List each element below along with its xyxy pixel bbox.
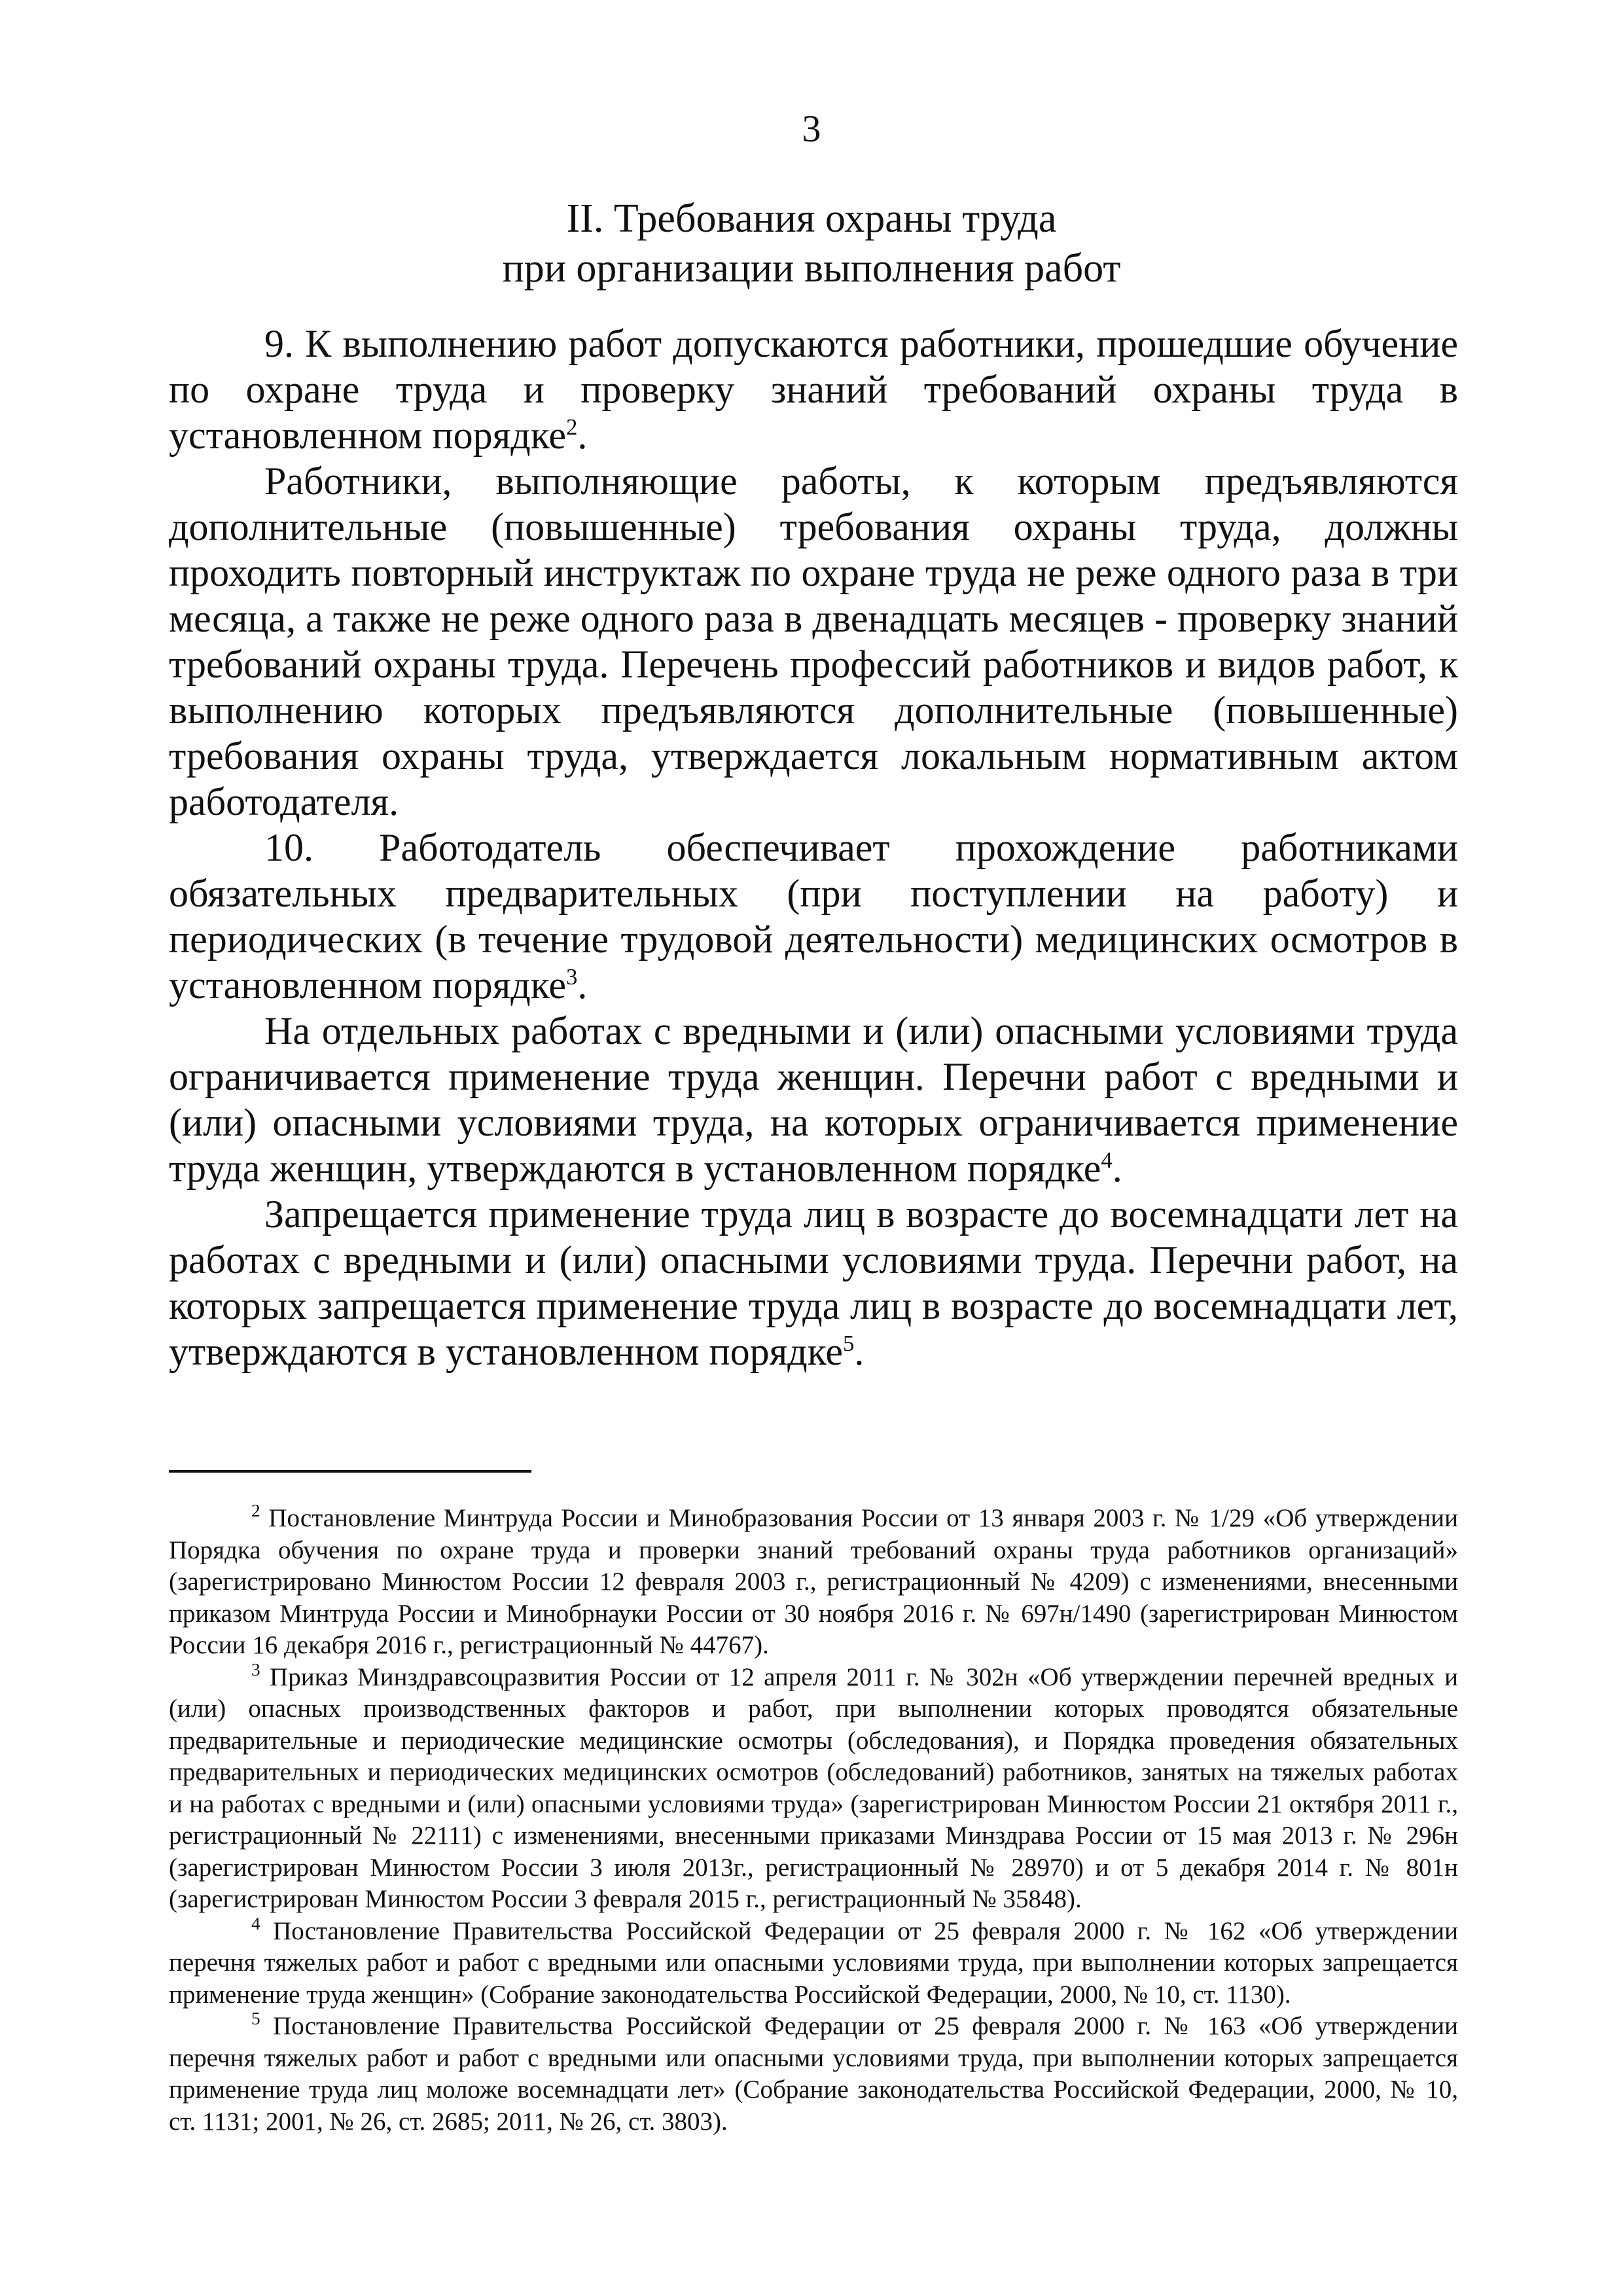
footnote-reference: 5 xyxy=(843,1331,855,1357)
footnote-mark: 3 xyxy=(251,1659,260,1679)
paragraph-minors-prohibition xyxy=(169,1191,1458,1374)
page-number: 3 xyxy=(802,107,821,150)
paragraph-clause-10 xyxy=(169,825,1458,1008)
paragraph-text: 9. К выполнению работ допускаются работники, прошедшие обучение по охране труда и проверку знаний требований охраны труда в установленном порядке xyxy=(169,322,1458,457)
footnote-mark: 2 xyxy=(251,1501,260,1520)
paragraph-additional-requirements xyxy=(169,458,1458,825)
footnotes xyxy=(169,1503,1458,2138)
footnote-4 xyxy=(169,1913,1459,2011)
footnote-text: Постановление Правительства Российской Федерации от 25 февраля 2000 г. № 163 «Об утверждении перечня тяжелых работ и работ с вредными или опасными условиями труда, при выполнении которых запрещается применение труда лиц моложе восемнадцати лет» (Собрание законодательства Российской Федерации, 2000, № 10, ст. 1131; 2001, № 26, ст. 2685; 2011, № 26, ст. 3803). xyxy=(169,2012,1459,2136)
paragraph-tail: . xyxy=(1112,1147,1122,1190)
footnote-reference: 2 xyxy=(566,414,578,440)
footnote-2 xyxy=(169,1503,1458,1662)
paragraph-tail: . xyxy=(577,414,588,457)
paragraph-text: На отдельных работах с вредными и (или) опасными условиями труда ограничивается применение труда женщин. Перечни работ с вредными и (или) опасными условиями труда, на которых ограничивается применение труда женщин, утверждаются в установленном порядке xyxy=(169,1009,1458,1190)
paragraph-clause-9 xyxy=(169,321,1458,458)
paragraph-text: Запрещается применение труда лиц в возрасте до восемнадцати лет на работах с вредными и (или) опасными условиями труда. Перечни работ, на которых запрещается применение труда лиц в возрасте до восемнадцати лет, утверждаются в установленном порядке xyxy=(169,1193,1458,1373)
paragraph-tail: . xyxy=(577,963,588,1007)
footnote-5 xyxy=(169,2011,1458,2138)
footnote-reference: 3 xyxy=(566,964,578,990)
section-heading xyxy=(0,194,1623,293)
footnote-text: Приказ Минздравсоцразвития России от 12 апреля 2011 г. № 302н «Об утверждении перечней вредных и (или) опасных производственных факторов и работ, при выполнении которых проводятся обязательные предварительные и периодические медицинские осмотры (обследования), и Порядка проведения обязательных предварительных и периодических медицинских осмотров (обследований) работников, занятых на тяжелых работах и на работах с вредными и (или) опасными условиями труда» (зарегистрирован Минюстом России 21 октября 2011 г., регистрационный № 22111) с изменениями, внесенными приказами Минздрава России от 15 мая 2013 г. № 296н (зарегистрирован Минюстом России 3 июля 2013г., регистрационный № 28970) и от 5 декабря 2014 г. № 801н (зарегистрирован Минюстом России 3 февраля 2015 г., регистрационный № 35848). xyxy=(169,1662,1458,1913)
footnote-text: Постановление Минтруда России и Минобразования России от 13 января 2003 г. № 1/29 «Об утверждении Порядка обучения по охране труда и проверки знаний требований охраны труда работников организаций» (зарегистрировано Минюстом России 12 февраля 2003 г., регистрационный № 4209) с изменениями, внесенными приказом Минтруда России и Минобрнауки России от 30 ноября 2016 г. № 697н/1490 (зарегистрирован Минюстом России 16 декабря 2016 г., регистрационный № 44767). xyxy=(169,1504,1459,1659)
section-title-line-1: II. Требования охраны труда xyxy=(566,196,1057,241)
footnote-3 xyxy=(169,1659,1458,1916)
footnote-mark: 5 xyxy=(251,2009,260,2028)
body-text xyxy=(169,321,1458,1374)
footnote-reference: 4 xyxy=(1101,1147,1113,1174)
paragraph-tail: . xyxy=(854,1330,865,1373)
footnote-separator xyxy=(169,1470,531,1473)
footnote-mark: 4 xyxy=(251,1913,260,1933)
paragraph-women-restriction xyxy=(169,1008,1458,1191)
section-title-line-2: при организации выполнения работ xyxy=(502,246,1121,291)
paragraph-text: Работники, выполняющие работы, к которым предъявляются дополнительные (повышенные) требования охраны труда, должны проходить повторный инструктаж по охране труда не реже одного раза в три месяца, а также не реже одного раза в двенадцать месяцев - проверку знаний требований охраны труда. Перечень профессий работников и видов работ, к выполнению которых предъявляются дополнительные (повышенные) требования охраны труда, утверждается локальным нормативным актом работодателя. xyxy=(169,459,1458,823)
paragraph-text: 10. Работодатель обеспечивает прохождение работниками обязательных предварительных (при поступлении на работу) и периодических (в течение трудовой деятельности) медицинских осмотров в установленном порядке xyxy=(169,826,1458,1007)
footnote-text: Постановление Правительства Российской Федерации от 25 февраля 2000 г. № 162 «Об утверждении перечня тяжелых работ и работ с вредными или опасными условиями труда, при выполнении которых запрещается применение труда женщин» (Собрание законодательства Российской Федерации, 2000, № 10, ст. 1130). xyxy=(169,1916,1459,2009)
